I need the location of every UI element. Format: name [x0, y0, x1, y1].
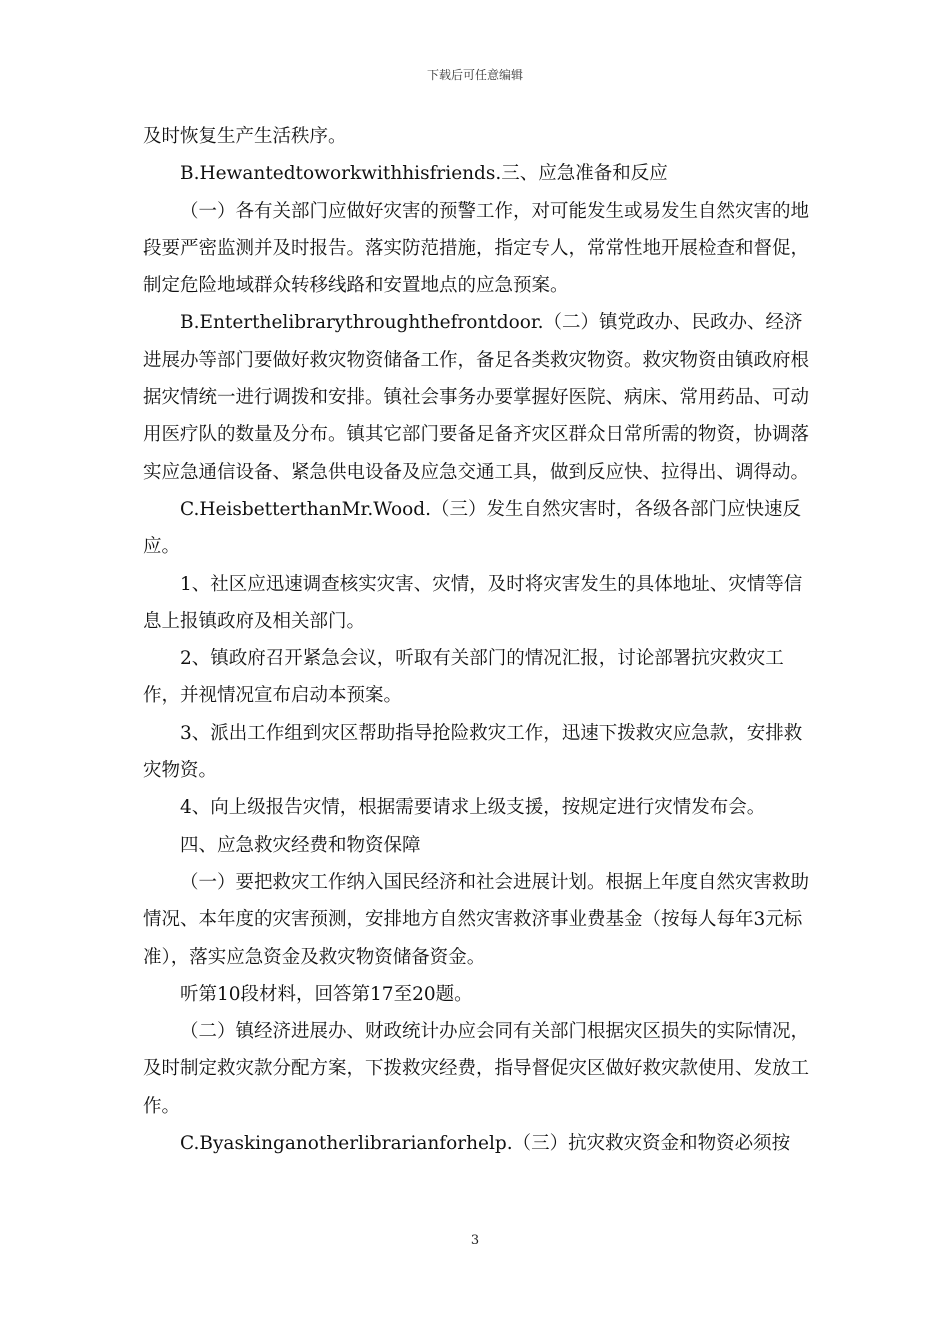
paragraph: 及时恢复生产生活秩序。	[143, 126, 347, 147]
paragraph: 听第10段材料，回答第17至20题。	[180, 983, 473, 1005]
page-number: 3	[470, 1233, 480, 1248]
section-heading: 四、应急救灾经费和物资保障	[180, 834, 421, 856]
paragraph: 1、社区应迅速调查核实灾害、灾情，及时将灾害发生的具体地址、灾情等信息上报镇政府及相关部门。	[143, 573, 803, 632]
paragraph: B.Enterthelibrarythroughthefrontdoor.（二）镇党政办、民政办、经济进展办等部门要做好救灾物资储备工作，备足各类救灾物资。救灾物资由镇政府根据灾情统一进行调拨和安排。镇社会事务办要掌握好医院、病床、常用药品、可动用医疗队的数量及分布。镇其它部门要备足备齐灾区群众日常所需的物资，协调落实应急通信设备、紧急供电设备及应急交通工具，做到反应快、拉得出、调得动。	[143, 312, 810, 483]
paragraph: C.HeisbetterthanMr.Wood.（三）发生自然灾害时，各级各部门应快速反应。	[143, 498, 802, 558]
paragraph: 4、向上级报告灾情，根据需要请求上级支援，按规定进行灾情发布会。	[180, 797, 766, 819]
paragraph: 2、镇政府召开紧急会议，听取有关部门的情况汇报，讨论部署抗灾救灾工作，并视情况宣布启动本预案。	[143, 648, 784, 707]
paragraph: C.Byaskinganotherlibrarianforhelp.（三）抗灾救灾资金和物资必须按	[180, 1133, 791, 1155]
paragraph: 3、派出工作组到灾区帮助指导抢险救灾工作，迅速下拨救灾应急款，安排救灾物资。	[143, 722, 803, 782]
paragraph: B.Hewantedtoworkwithhisfriends.三、应急准备和反应	[180, 163, 668, 185]
page-header: 下载后可任意编辑	[426, 68, 523, 82]
paragraph: （二）镇经济进展办、财政统计办应会同有关部门根据灾区损失的实际情况，及时制定救灾款分配方案，下拨救灾经费，指导督促灾区做好救灾款使用、发放工作。	[143, 1021, 810, 1117]
paragraph: （一）要把救灾工作纳入国民经济和社会进展计划。根据上年度自然灾害救助情况、本年度的灾害预测，安排地方自然灾害救济事业费基金（按每人每年3元标准），落实应急资金及救灾物资储备资金。	[143, 871, 810, 968]
paragraph: （一）各有关部门应做好灾害的预警工作，对可能发生或易发生自然灾害的地段要严密监测并及时报告。落实防范措施，指定专人，常常性地开展检查和督促，制定危险地域群众转移线路和安置地点的应急预案。	[143, 200, 810, 297]
document-body	[143, 118, 811, 1162]
